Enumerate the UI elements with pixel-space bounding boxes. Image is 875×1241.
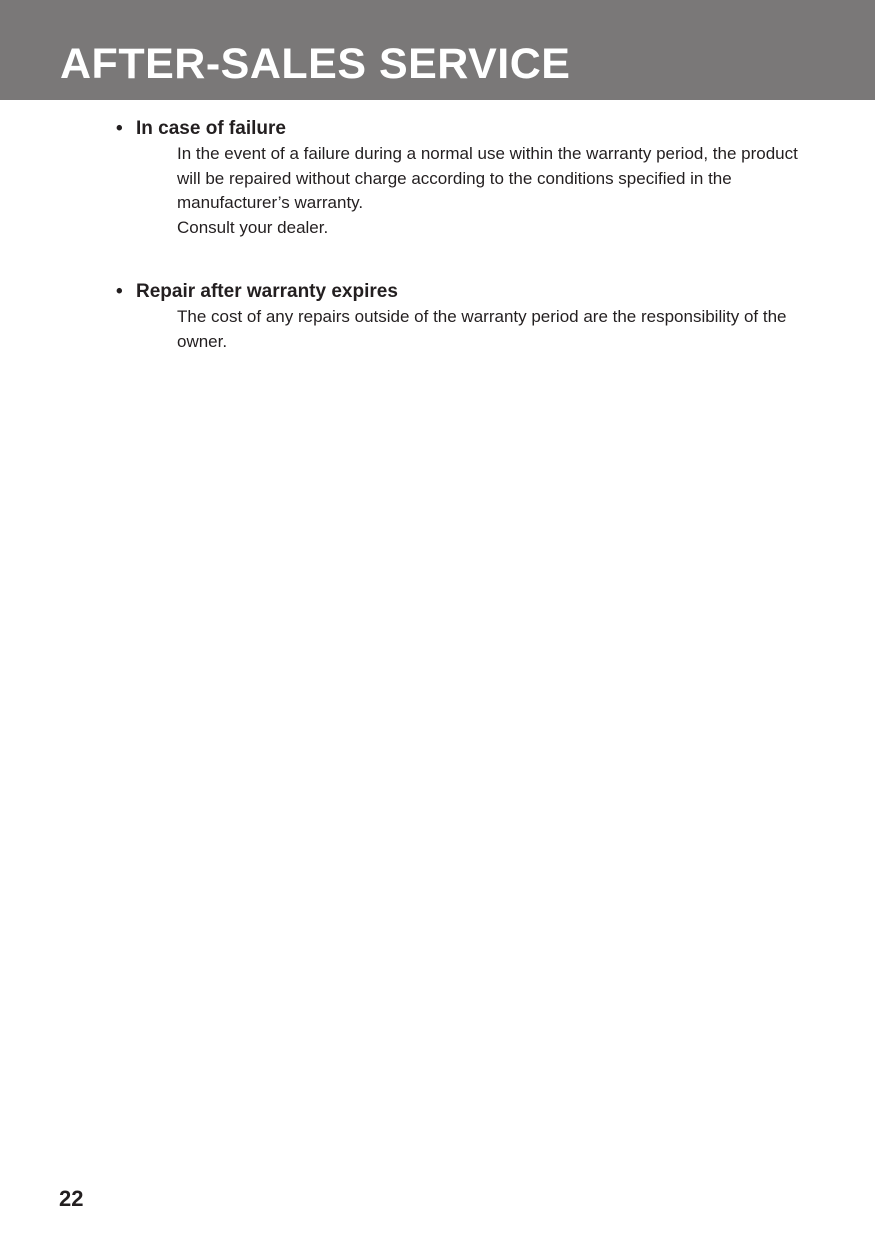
body-paragraph: Consult your dealer.	[177, 217, 329, 237]
section-heading	[116, 279, 816, 305]
section-heading	[116, 116, 816, 142]
bullet-icon: •	[116, 281, 123, 302]
section-heading-text: Repair after warranty expires	[136, 281, 398, 302]
bullet-icon: •	[116, 118, 123, 139]
body-paragraph: The cost of any repairs outside of the warranty period are the responsibility of the owner.	[177, 307, 787, 351]
section-body	[177, 142, 807, 240]
body-paragraph: In the event of a failure during a normal use within the warranty period, the product will be repaired without charge according to the conditions specified in the manufacturer’s warranty.	[177, 144, 798, 212]
section-heading-text: In case of failure	[136, 118, 286, 139]
section-repair-after-warranty	[116, 279, 816, 354]
page-number: 22	[59, 1186, 84, 1211]
page-title: AFTER-SALES SERVICE	[60, 40, 571, 88]
section-body	[177, 305, 807, 354]
section-in-case-of-failure	[116, 116, 816, 240]
